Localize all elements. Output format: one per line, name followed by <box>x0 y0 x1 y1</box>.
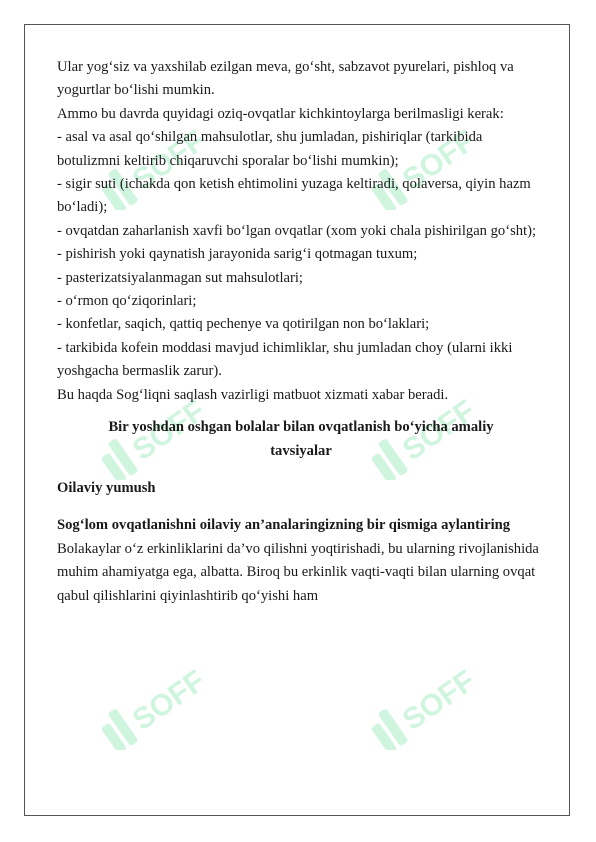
list-item: - konfetlar, saqich, qattiq pechenye va qotirilgan non bo‘laklari; <box>57 316 430 333</box>
closing-paragraph: Bolakaylar o‘z erkinliklarini da’vo qilishni yoqtirishadi, bu ularning rivojlanishida muhim ahamiyatga ega, albatta. Biroq bu erkinlik vaqti-vaqti bilan ularning ovqat qabul qilishlarini qiyinlashtirib qo‘yishi ham <box>57 540 539 604</box>
list-item: - asal va asal qo‘shilgan mahsulotlar, shu jumladan, pishiriqlar (tarkibida botulizmni keltirib chiqaruvchi sporalar bo‘lishi mumkin); <box>57 129 483 169</box>
list-item: - o‘rmon qo‘ziqorinlari; <box>57 293 197 310</box>
paragraph: Ular yog‘siz va yaxshilab ezilgan meva, go‘sht, sabzavot pyurelari, pishloq va yogurtlar bo‘lishi mumkin. <box>57 59 514 99</box>
watermark-text: SOFF <box>396 124 482 197</box>
watermark-text: SOFF <box>396 394 482 467</box>
paragraph: Bu haqda Sog‘liqni saqlash vazirligi matbuot xizmati xabar beradi. <box>57 386 449 403</box>
paragraph: Ammo bu davrda quyidagi oziq-ovqatlar kichkintoylarga berilmasligi kerak: <box>57 105 504 122</box>
watermark-text: SOFF <box>126 394 212 467</box>
list-item: - tarkibida kofein moddasi mavjud ichimliklar, shu jumladan choy (ularni ikki yoshgacha bermaslik zarur). <box>57 339 513 380</box>
list-item: - pishirish yoki qaynatish jarayonida sarig‘i qotmagan tuxum; <box>57 246 418 263</box>
section-heading: Bir yoshdan oshgan bolalar bilan ovqatlanish bo‘yicha amaliy tavsiyalar <box>108 419 494 459</box>
document-body <box>57 56 545 608</box>
list-item: - pasterizatsiyalanmagan sut mahsulotlari; <box>57 269 303 286</box>
list-item: - ovqatdan zaharlanish xavfi bo‘lgan ovqatlar (xom yoki chala pishirilgan go‘sht); <box>57 222 537 239</box>
list-item: - sigir suti (ichakda qon ketish ehtimolini yuzaga keltiradi, qolaversa, qiyin hazm bo‘ladi); <box>57 176 531 216</box>
subheading: Oilaviy yumush <box>57 479 156 496</box>
sub-subheading: Sog‘lom ovqatlanishni oilaviy an’analaringizning bir qismiga aylantiring <box>57 517 511 534</box>
watermark-text: SOFF <box>126 664 212 737</box>
watermark-text: SOFF <box>396 664 482 737</box>
watermark-text: SOFF <box>126 124 212 197</box>
